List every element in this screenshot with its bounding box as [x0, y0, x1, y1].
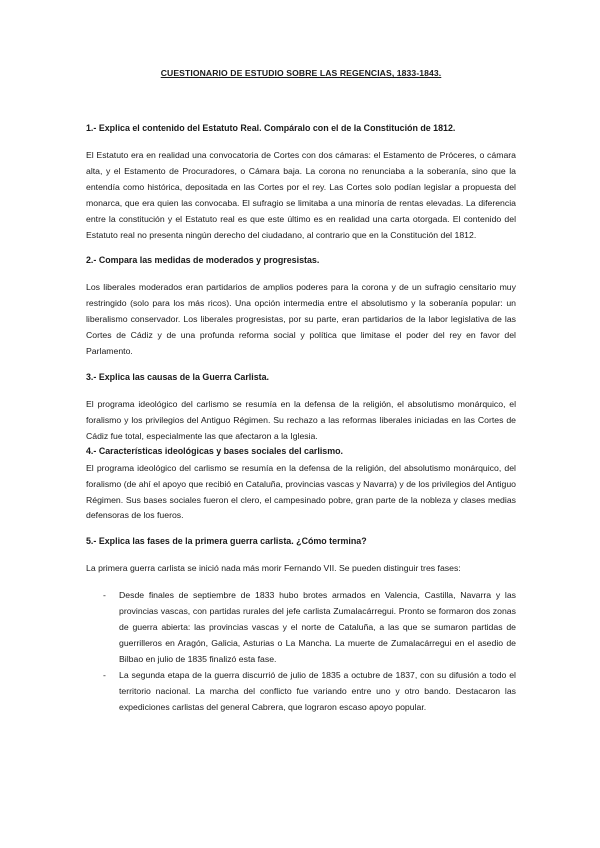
- answer-1: El Estatuto era en realidad una convocatoria de Cortes con dos cámaras: el Estamento de Próceres, o cámara alta, y el Estamento de Procuradores, o Cámara baja. La corona no renunciaba a la soberanía, sino que la entendía como histórica, depositada en las Cortes por el rey. Las Cortes solo podían legislar a propuesta del monarca, que era quien las convocaba. El sufragio se limitaba a una minoría de rentas elevadas. La diferencia entre la constitución y el Estatuto real es que este último es en realidad una carta otorgada. El contenido del Estatuto real no presenta ningún derecho del ciudadano, al contrario que en la Constitución del 1812.: [86, 150, 516, 240]
- list-item: [86, 588, 516, 668]
- answer-5-intro: La primera guerra carlista se inició nada más morir Fernando VII. Se pueden distinguir tres fases:: [86, 563, 461, 574]
- question-3: 3.- Explica las causas de la Guerra Carlista.: [86, 371, 270, 382]
- answer-2: Los liberales moderados eran partidarios de amplios poderes para la corona y de un sufragio censitario muy restringido (solo para los más ricos). Una opción intermedia entre el absolutismo y la soberanía popular: un liberalismo conservador. Los liberales progresistas, por su parte, eran partidarios de la labor legislativa de las Cortes de Cádiz y de una profunda reforma social y política que limitase el poder del rey en favor del Parlamento.: [86, 282, 516, 357]
- question-1: 1.- Explica el contenido del Estatuto Real. Compáralo con el de la Constitución de 1812.: [86, 123, 456, 133]
- bullet-dash: -: [103, 669, 106, 680]
- document-title: CUESTIONARIO DE ESTUDIO SOBRE LAS REGENCIAS, 1833-1843.: [160, 68, 442, 78]
- phases-list: [86, 588, 516, 715]
- list-item: [86, 668, 516, 716]
- list-item-text: La segunda etapa de la guerra discurrió de julio de 1835 a octubre de 1837, con su difusión a todo el territorio nacional. La marcha del conflicto fue variando entre uno y otro bando. Destacaron las expediciones carlistas del general Cabrera, que lograron escaso apoyo popular.: [119, 669, 516, 712]
- document-page: [86, 68, 516, 715]
- answer-3: El programa ideológico del carlismo se resumía en la defensa de la religión, el absolutismo monárquico, el foralismo y los privilegios del Antiguo Régimen. Su rechazo a las reformas liberales iniciadas en las Cortes de Cádiz fue total, especialmente las que afectaron a la Iglesia.: [86, 398, 516, 441]
- question-2: 2.- Compara las medidas de moderados y progresistas.: [86, 255, 320, 266]
- answer-4: El programa ideológico del carlismo se resumía en la defensa de la religión, del absolutismo monárquico, del foralismo (de ahí el apoyo que recibió en Cataluña, provincias vascas y Navarra) y de los privilegios del Antiguo Régimen. Sus bases sociales fueron el clero, el campesinado pobre, gran parte de la nobleza y clases medias defensoras de los fueros.: [86, 462, 516, 521]
- question-5: 5.- Explica las fases de la primera guerra carlista. ¿Cómo termina?: [86, 536, 367, 547]
- list-item-text: Desde finales de septiembre de 1833 hubo brotes armados en Valencia, Castilla, Navarra y las provincias vascas, con partidas rurales del jefe carlista Zumalacárregui. Pronto se formaron dos zonas de guerra abierta: las provincias vascas y el norte de Cataluña, a las que se sumaron partidas de guerrilleros en Aragón, Galicia, Asturias o La Mancha. La muerte de Zumalacárregui en el asedio de Bilbao en julio de 1835 finalizó esta fase.: [119, 590, 516, 664]
- bullet-dash: -: [103, 590, 106, 601]
- question-4: 4.- Características ideológicas y bases sociales del carlismo.: [86, 445, 344, 456]
